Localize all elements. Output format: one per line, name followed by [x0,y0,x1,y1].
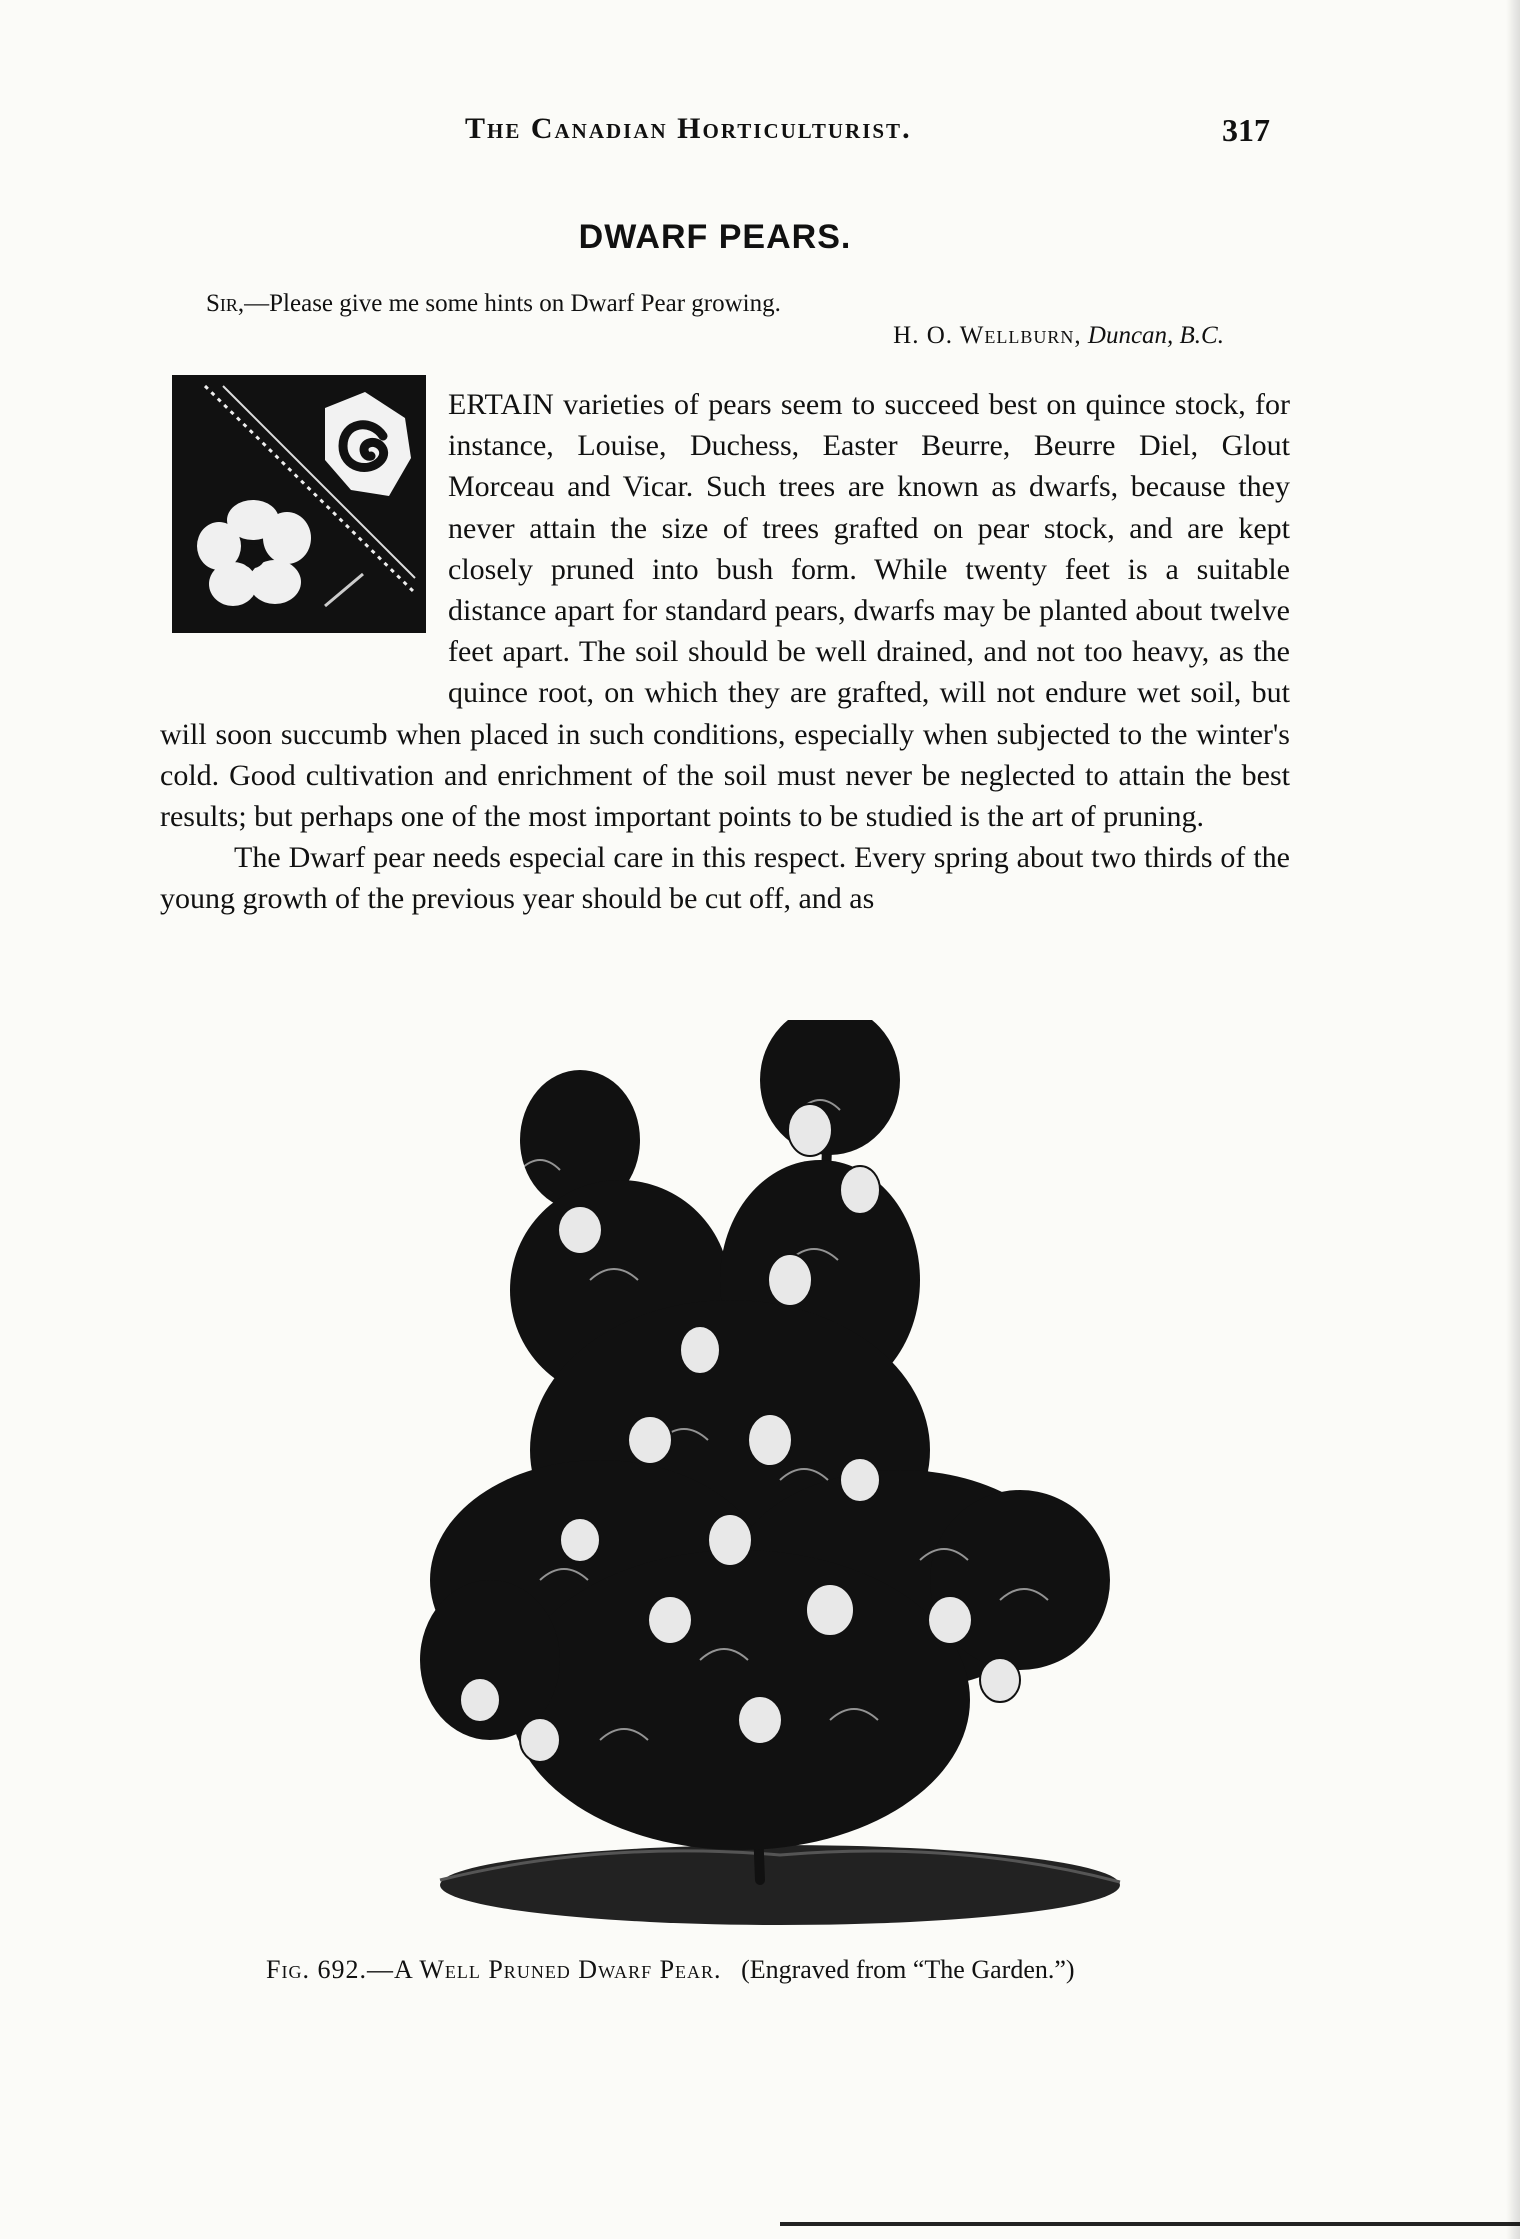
signature-name: H. O. Wellburn, [893,322,1082,349]
letter-salutation: Sir, [206,290,245,317]
article-title: DWARF PEARS. [578,218,852,256]
figure-label: Fig. 692. [266,1955,367,1984]
dwarf-pear-engraving [400,1020,1130,1940]
running-title: The Canadian Horticulturist. [465,112,912,145]
running-head [160,112,1270,162]
letter-text: —Please give me some hints on Dwarf Pear growing. [244,290,781,317]
signature-place: Duncan, B.C. [1087,322,1224,349]
figure-credit: (Engraved from “The Garden.”) [741,1955,1075,1984]
paragraph: ERTAIN varieties of pears seem to succeed best on quince stock, for instance, Louise, Duchess, Easter Beurre, Beurre Diel, Glout Morceau and Vicar. Such trees are known as dwarfs, because they never attain the size of trees grafted on pear stock, and are kept closely pruned into bush form. While twenty feet is a suitable distance apart for standard pears, dwarfs may be planted about twelve feet apart. The soil should be well drained, and not too heavy, as the quince root, on which they are grafted, will not endure wet soil, but will soon succumb when placed in such conditions, especially when subjected to the winter's cold. Good cultivation and enrichment of the soil must never be neglected to attain the best results; but perhaps one of the most important points to be studied is the art of pruning. [160,388,1290,834]
figure-caption [266,1955,1075,1985]
article-body [160,384,1290,920]
figure-title: —A Well Pruned Dwarf Pear. [366,1955,722,1984]
reader-letter [206,290,781,318]
page-bottom-rule [780,2222,1520,2226]
paragraph: The Dwarf pear needs especial care in this respect. Every spring about two thirds of the young growth of the previous year should be cut off, and as [160,841,1290,916]
pear-tree-illustration [400,1020,1130,1940]
page-edge-shadow [1506,0,1520,2239]
letter-signature [893,322,1224,350]
page-number: 317 [1222,112,1270,148]
